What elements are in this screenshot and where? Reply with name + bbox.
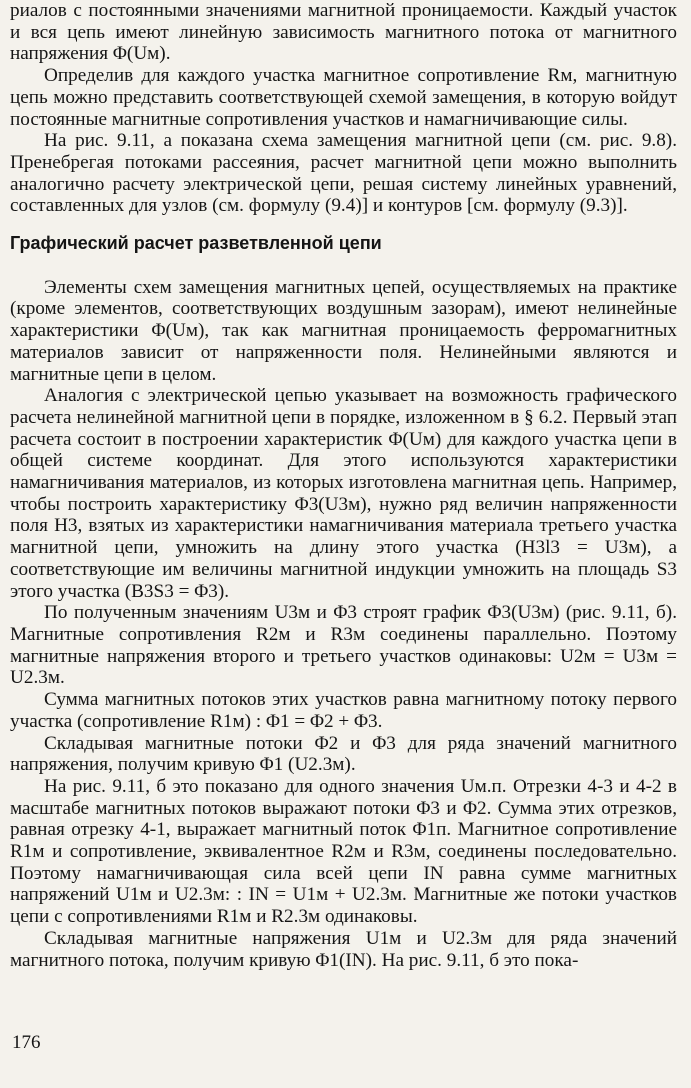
page-number: 176 [12,1032,41,1053]
text-block [10,0,677,971]
paragraph: Сумма магнитных потоков этих участков равна магнитному потоку первого участка (сопротивление R1м) : Φ1 = Φ2 + Φ3. [10,689,677,732]
paragraph: Элементы схем замещения магнитных цепей, осуществляемых на практике (кроме элементов, соответствующих воздушным зазорам), имеют нелинейные характеристики Φ(Uм), так как магнитная проницаемость ферромагнитных материалов зависит от напряженности поля. Нелинейными являются и магнитные цепи в целом. [10,276,677,385]
paragraph: На рис. 9.11, б это показано для одного значения Uм.п. Отрезки 4-3 и 4-2 в масштабе магнитных потоков выражают потоки Φ3 и Φ2. Сумма этих отрезков, равная отрезку 4-1, выражает магнитный поток Φ1п. Магнитное сопротивление R1м и сопротивление, эквивалентное R2м и R3м, соединены последовательно. Поэтому намагничивающая сила всей цепи IN равна сумме магнитных напряжений U1м и U2.3м: : IN = U1м + U2.3м. Магнитные же потоки участков цепи с сопротивлениями R1м и R2.3м одинаковы. [10,775,677,928]
paragraph: Определив для каждого участка магнитное сопротивление Rм, магнитную цепь можно представить соответствующей схемой замещения, в которую войдут постоянные магнитные сопротивления участков и намагничивающие силы. [10,65,677,130]
paragraph: риалов с постоянными значениями магнитной проницаемости. Каждый участок и вся цепь имеют линейную зависимость магнитного потока от магнитного напряжения Φ(Uм). [10,0,677,65]
paragraph: Складывая магнитные потоки Φ2 и Φ3 для ряда значений магнитного напряжения, получим кривую Φ1 (U2.3м). [10,732,677,776]
paragraph: По полученным значениям U3м и Φ3 строят график Φ3(U3м) (рис. 9.11, б). Магнитные сопротивления R2м и R3м соединены параллельно. Поэтому магнитные напряжения второго и третьего участков одинаковы: U2м = U3м = U2.3м. [10,602,677,689]
paragraph: Складывая магнитные напряжения U1м и U2.3м для ряда значений магнитного потока, получим кривую Φ1(IN). На рис. 9.11, б это пока- [10,927,677,971]
paragraph: На рис. 9.11, а показана схема замещения магнитной цепи (см. рис. 9.8). Пренебрегая потоками рассеяния, расчет магнитной цепи можно выполнить аналогично расчету электрической цепи, решая систему линейных уравнений, составленных для узлов (см. формулу (9.4)] и контуров [см. формулу (9.3)]. [10,130,677,217]
paragraph: Аналогия с электрической цепью указывает на возможность графического расчета нелинейной магнитной цепи в порядке, изложенном в § 6.2. Первый этап расчета состоит в построении характеристик Φ(Uм) для каждого участка цепи в общей системе координат. Для этого используются характеристики намагничивания материалов, из которых изготовлена магнитная цепь. Например, чтобы построить характеристику Φ3(U3м), нужно ряд величин напряженности поля H3, взятых из характеристики намагничивания материала третьего участка магнитной цепи, умножить на длину этого участка (H3l3 = U3м), а соответствующие им величины магнитной индукции умножить на площадь S3 этого участка (B3S3 = Φ3). [10,385,677,602]
section-heading: Графический расчет разветвленной цепи [10,233,382,254]
